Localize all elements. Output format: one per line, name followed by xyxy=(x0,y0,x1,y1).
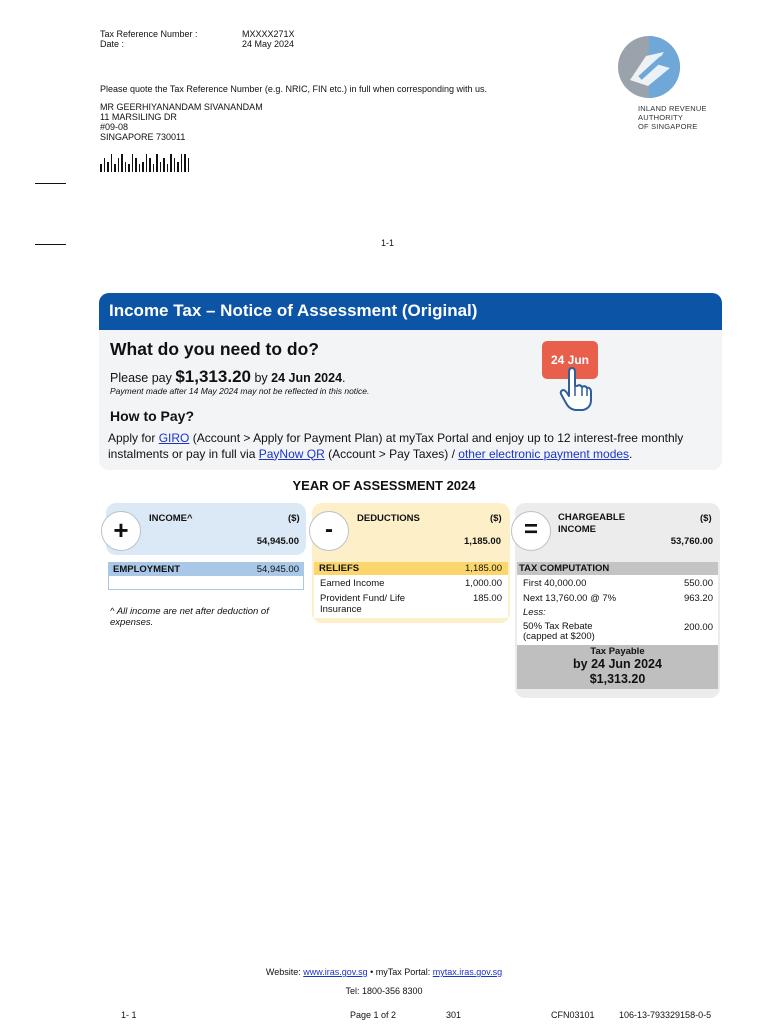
fold-mark xyxy=(35,244,66,245)
how-to-pay-heading: How to Pay? xyxy=(110,408,195,424)
footer-code: 301 xyxy=(446,1010,462,1020)
employment-label: EMPLOYMENT xyxy=(113,564,181,575)
payment-instruction xyxy=(110,367,346,387)
barcode-bar xyxy=(114,164,116,172)
year-of-assessment-heading: YEAR OF ASSESSMENT 2024 xyxy=(292,478,476,493)
tax-payable-title: Tax Payable xyxy=(590,646,645,657)
barcode-bar xyxy=(139,164,141,172)
how-text-4: . xyxy=(629,446,633,461)
deductions-unit: ($) xyxy=(490,513,502,524)
tax-payable-amount: $1,313.20 xyxy=(589,672,646,686)
due-date-badge: 24 Jun xyxy=(542,341,598,379)
chargeable-title: CHARGEABLE INCOME xyxy=(558,512,626,535)
address-line: 11 MARSILING DR xyxy=(100,112,177,122)
date-label: Date : xyxy=(100,39,125,49)
plus-icon: + xyxy=(101,511,141,551)
barcode-bar xyxy=(128,164,130,172)
mytax-portal-link[interactable]: mytax.iras.gov.sg xyxy=(432,967,503,977)
income-total: 54,945.00 xyxy=(256,536,299,547)
tax-payable-box xyxy=(517,645,718,689)
chargeable-total: 53,760.00 xyxy=(670,536,713,547)
barcode-bar xyxy=(149,158,151,172)
postal-barcode xyxy=(100,154,189,172)
barcode-bar xyxy=(170,154,172,172)
address-line: SINGAPORE 730011 xyxy=(100,132,186,142)
income-note: ^ All income are net after deduction of expenses. xyxy=(110,606,269,628)
fold-mark xyxy=(35,183,66,184)
tax-reference-label: Tax Reference Number : xyxy=(100,29,198,39)
barcode-bar xyxy=(100,164,102,172)
barcode-bar xyxy=(177,162,179,172)
giro-link[interactable]: GIRO xyxy=(158,431,190,445)
deductions-column xyxy=(312,503,510,623)
address-line: MR GEERHIYANANDAM SIVANANDAM xyxy=(100,102,263,112)
employment-value: 54,945.00 xyxy=(256,564,299,575)
barcode-bar xyxy=(188,158,190,172)
pay-end: . xyxy=(342,371,346,385)
equals-icon: = xyxy=(511,511,551,551)
tax-computation-row xyxy=(523,593,713,604)
website-link[interactable]: www.iras.gov.sg xyxy=(303,967,368,977)
less-label: Less: xyxy=(523,607,546,618)
barcode-bar xyxy=(125,162,127,172)
tax-rebate-label: 50% Tax Rebate (capped at $200) xyxy=(523,621,595,642)
footer-contacts xyxy=(0,967,768,977)
relief-item-label: Provident Fund/ Life Insurance xyxy=(320,593,406,615)
footer-page-mark: 1- 1 xyxy=(121,1010,137,1020)
barcode-bar xyxy=(167,164,169,172)
tax-row-label: Next 13,760.00 @ 7% xyxy=(523,593,617,604)
tax-computation-row xyxy=(523,578,713,589)
income-title: INCOME^ xyxy=(149,513,193,524)
mailing-address xyxy=(100,102,263,142)
relief-item-value: 185.00 xyxy=(472,593,502,604)
pointer-hand-icon xyxy=(557,366,597,412)
chargeable-unit: ($) xyxy=(700,513,712,524)
logo-text-line: OF SINGAPORE xyxy=(638,122,698,131)
tax-row-value: 963.20 xyxy=(683,593,713,604)
other-payment-modes-link[interactable]: other electronic payment modes xyxy=(458,446,630,461)
barcode-bar xyxy=(146,154,148,172)
how-to-pay-text xyxy=(108,431,720,462)
tax-rebate-row xyxy=(523,622,713,642)
barcode-bar xyxy=(104,158,106,172)
minus-icon: - xyxy=(309,511,349,551)
income-unit: ($) xyxy=(288,513,300,524)
logo-text-line: INLAND REVENUE xyxy=(638,104,707,113)
pay-amount: $1,313.20 xyxy=(175,367,251,386)
employment-row xyxy=(113,564,299,575)
barcode-bar xyxy=(153,164,155,172)
barcode-bar xyxy=(132,154,134,172)
payment-note: Payment made after 14 May 2024 may not be reflected in this notice. xyxy=(110,386,370,396)
tax-reference-number: MXXXX271X xyxy=(242,29,295,39)
barcode-bar xyxy=(107,162,109,172)
employment-body xyxy=(108,576,304,590)
how-text-2: (Account > Apply for Payment Plan) at myTax Portal and enjoy up to 12 interest-free monthly instalments or pay in full via xyxy=(108,431,684,461)
notice-title: Income Tax – Notice of Assessment (Original) xyxy=(99,293,722,330)
form-code: CFN03101 xyxy=(551,1010,595,1020)
tax-reference-values xyxy=(242,29,295,49)
tax-rebate-value: 200.00 xyxy=(683,622,713,633)
barcode-bar xyxy=(135,158,137,172)
barcode-bar xyxy=(160,162,162,172)
reliefs-label: RELIEFS xyxy=(319,563,360,574)
barcode-bar xyxy=(121,154,123,172)
barcode-bar xyxy=(163,158,165,172)
page-mark: 1-1 xyxy=(381,238,395,248)
iras-name xyxy=(638,104,707,131)
barcode-bar xyxy=(118,158,120,172)
pay-by: by xyxy=(254,371,268,385)
chargeable-income-column xyxy=(515,503,720,698)
footer-telephone: Tel: 1800-356 8300 xyxy=(345,986,423,996)
tax-payable-due: by 24 Jun 2024 xyxy=(573,657,662,671)
notice-date: 24 May 2024 xyxy=(242,39,295,49)
pay-due-date: 24 Jun 2024 xyxy=(271,371,343,385)
tax-row-label: First 40,000.00 xyxy=(523,578,587,589)
deductions-title: DEDUCTIONS xyxy=(357,513,420,524)
relief-item xyxy=(320,593,502,615)
barcode-bar xyxy=(156,154,158,172)
relief-item-label: Earned Income xyxy=(320,578,385,589)
reliefs-value: 1,185.00 xyxy=(465,563,502,574)
barcode-bar xyxy=(184,154,186,172)
pay-prefix: Please pay xyxy=(110,371,172,385)
logo-text-line: AUTHORITY xyxy=(638,113,684,122)
tax-computation-heading: TAX COMPUTATION xyxy=(519,563,610,574)
iras-logo-icon xyxy=(616,34,682,100)
deductions-total: 1,185.00 xyxy=(464,536,501,547)
page-number: Page 1 of 2 xyxy=(350,1010,397,1020)
portal-label: • myTax Portal: xyxy=(367,967,433,977)
address-line: #09-08 xyxy=(100,122,129,132)
barcode-bar xyxy=(181,154,183,172)
barcode-bar xyxy=(174,158,176,172)
document-code: 106-13-793329158-0-5 xyxy=(619,1010,712,1020)
income-column xyxy=(106,503,306,643)
paynow-qr-link[interactable]: PayNow QR xyxy=(258,446,325,461)
todo-heading: What do you need to do? xyxy=(110,339,320,359)
barcode-bar xyxy=(142,162,144,172)
tax-reference-labels xyxy=(100,29,240,49)
how-text-3: (Account > Pay Taxes) / xyxy=(324,446,459,461)
tax-row-value: 550.00 xyxy=(683,578,713,589)
how-text-1: Apply for xyxy=(108,431,159,445)
reliefs-row xyxy=(319,563,502,574)
quote-instruction: Please quote the Tax Reference Number (e.g. NRIC, FIN etc.) in full when corresponding with us. xyxy=(100,84,488,94)
barcode-bar xyxy=(111,154,113,172)
website-label: Website: xyxy=(265,967,304,977)
relief-item xyxy=(320,578,502,589)
relief-item-value: 1,000.00 xyxy=(465,578,502,589)
